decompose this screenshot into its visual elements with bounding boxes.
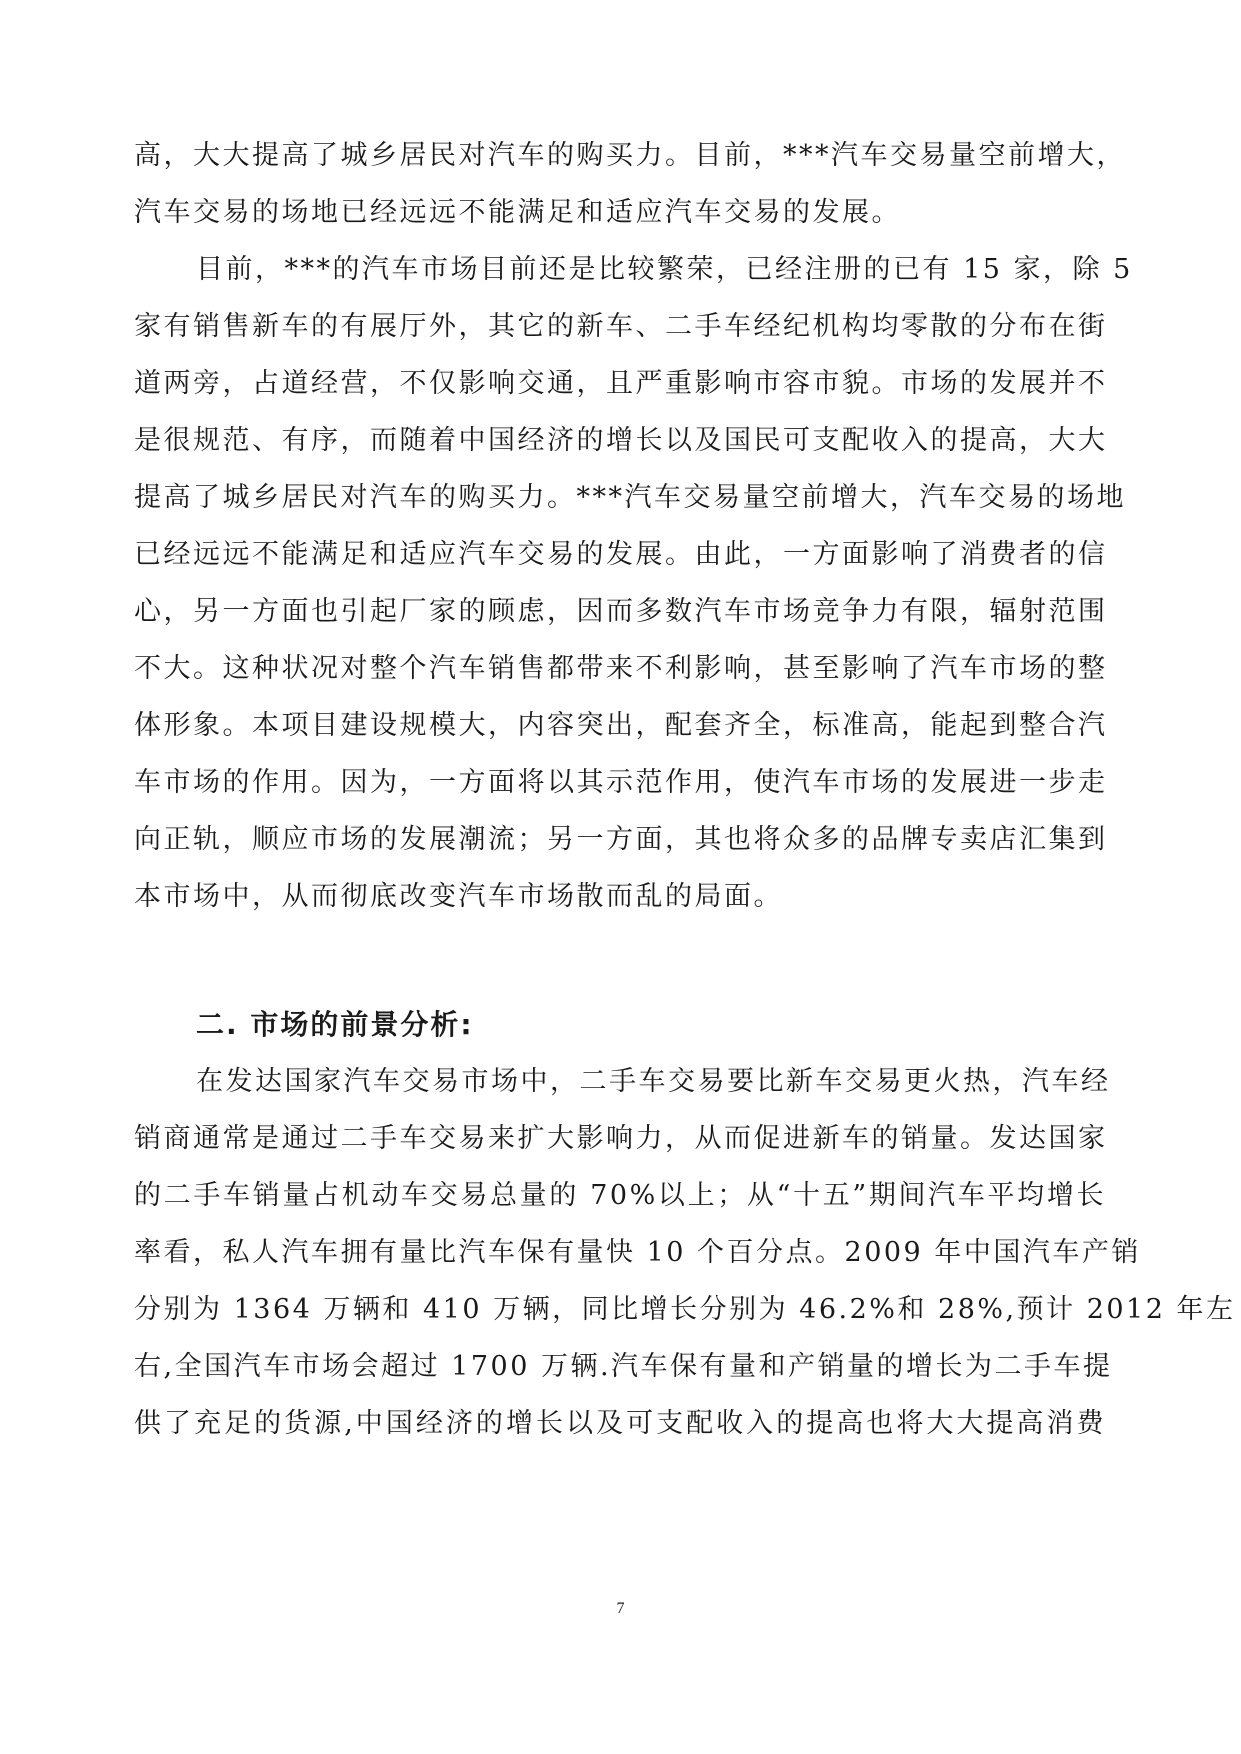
paragraph-2-line-4: 是很规范、有序，而随着中国经济的增长以及国民可支配收入的提高，大大 [134,425,1108,456]
paragraph-3-line-6: 右,全国汽车市场会超过 1700 万辆.汽车保有量和产销量的增长为二手车提 [134,1351,1113,1382]
paragraph-2-line-12: 本市场中，从而彻底改变汽车市场散而乱的局面。 [134,881,783,912]
section-heading: 二. 市场的前景分析: [196,1008,474,1041]
paragraph-2-line-7: 心，另一方面也引起厂家的顾虑，因而多数汽车市场竞争力有限，辐射范围 [134,596,1108,627]
paragraph-2-line-8: 不大。这种状况对整个汽车销售都带来不利影响，甚至影响了汽车市场的整 [134,653,1108,684]
paragraph-3-line-3: 的二手车销量占机动车交易总量的 70%以上；从“十五”期间汽车平均增长 [134,1180,1106,1211]
paragraph-2-line-6: 已经远远不能满足和适应汽车交易的发展。由此，一方面影响了消费者的信 [134,539,1108,570]
paragraph-3-line-5: 分别为 1364 万辆和 410 万辆，同比增长分别为 46.2%和 28%,预计 2012 年左 [134,1294,1236,1325]
paragraph-3-line-1: 在发达国家汽车交易市场中，二手车交易要比新车交易更火热，汽车经 [196,1066,1111,1097]
page-number: 7 [616,1600,625,1617]
paragraph-2-line-5: 提高了城乡居民对汽车的购买力。***汽车交易量空前增大，汽车交易的场地 [134,482,1126,513]
paragraph-3-line-4: 率看，私人汽车拥有量比汽车保有量快 10 个百分点。2009 年中国汽车产销 [134,1237,1141,1268]
paragraph-2-line-2: 家有销售新车的有展厅外，其它的新车、二手车经纪机构均零散的分布在街 [134,311,1108,342]
paragraph-2-line-3: 道两旁，占道经营，不仅影响交通，且严重影响市容市貌。市场的发展并不 [134,368,1108,399]
paragraph-2-line-1: 目前，***的汽车市场目前还是比较繁荣，已经注册的已有 15 家，除 5 [196,254,1133,285]
paragraph-3-line-2: 销商通常是通过二手车交易来扩大影响力，从而促进新车的销量。发达国家 [134,1123,1108,1154]
paragraph-1-line-1: 高，大大提高了城乡居民对汽车的购买力。目前，***汽车交易量空前增大， [134,140,1126,171]
paragraph-2-line-10: 车市场的作用。因为，一方面将以其示范作用，使汽车市场的发展进一步走 [134,767,1108,798]
paragraph-2-line-9: 体形象。本项目建设规模大，内容突出，配套齐全，标准高，能起到整合汽 [134,710,1108,741]
paragraph-1-line-2: 汽车交易的场地已经远远不能满足和适应汽车交易的发展。 [134,197,901,228]
paragraph-3-line-7: 供了充足的货源,中国经济的增长以及可支配收入的提高也将大大提高消费 [134,1408,1106,1439]
paragraph-2-line-11: 向正轨，顺应市场的发展潮流；另一方面，其也将众多的品牌专卖店汇集到 [134,824,1108,855]
